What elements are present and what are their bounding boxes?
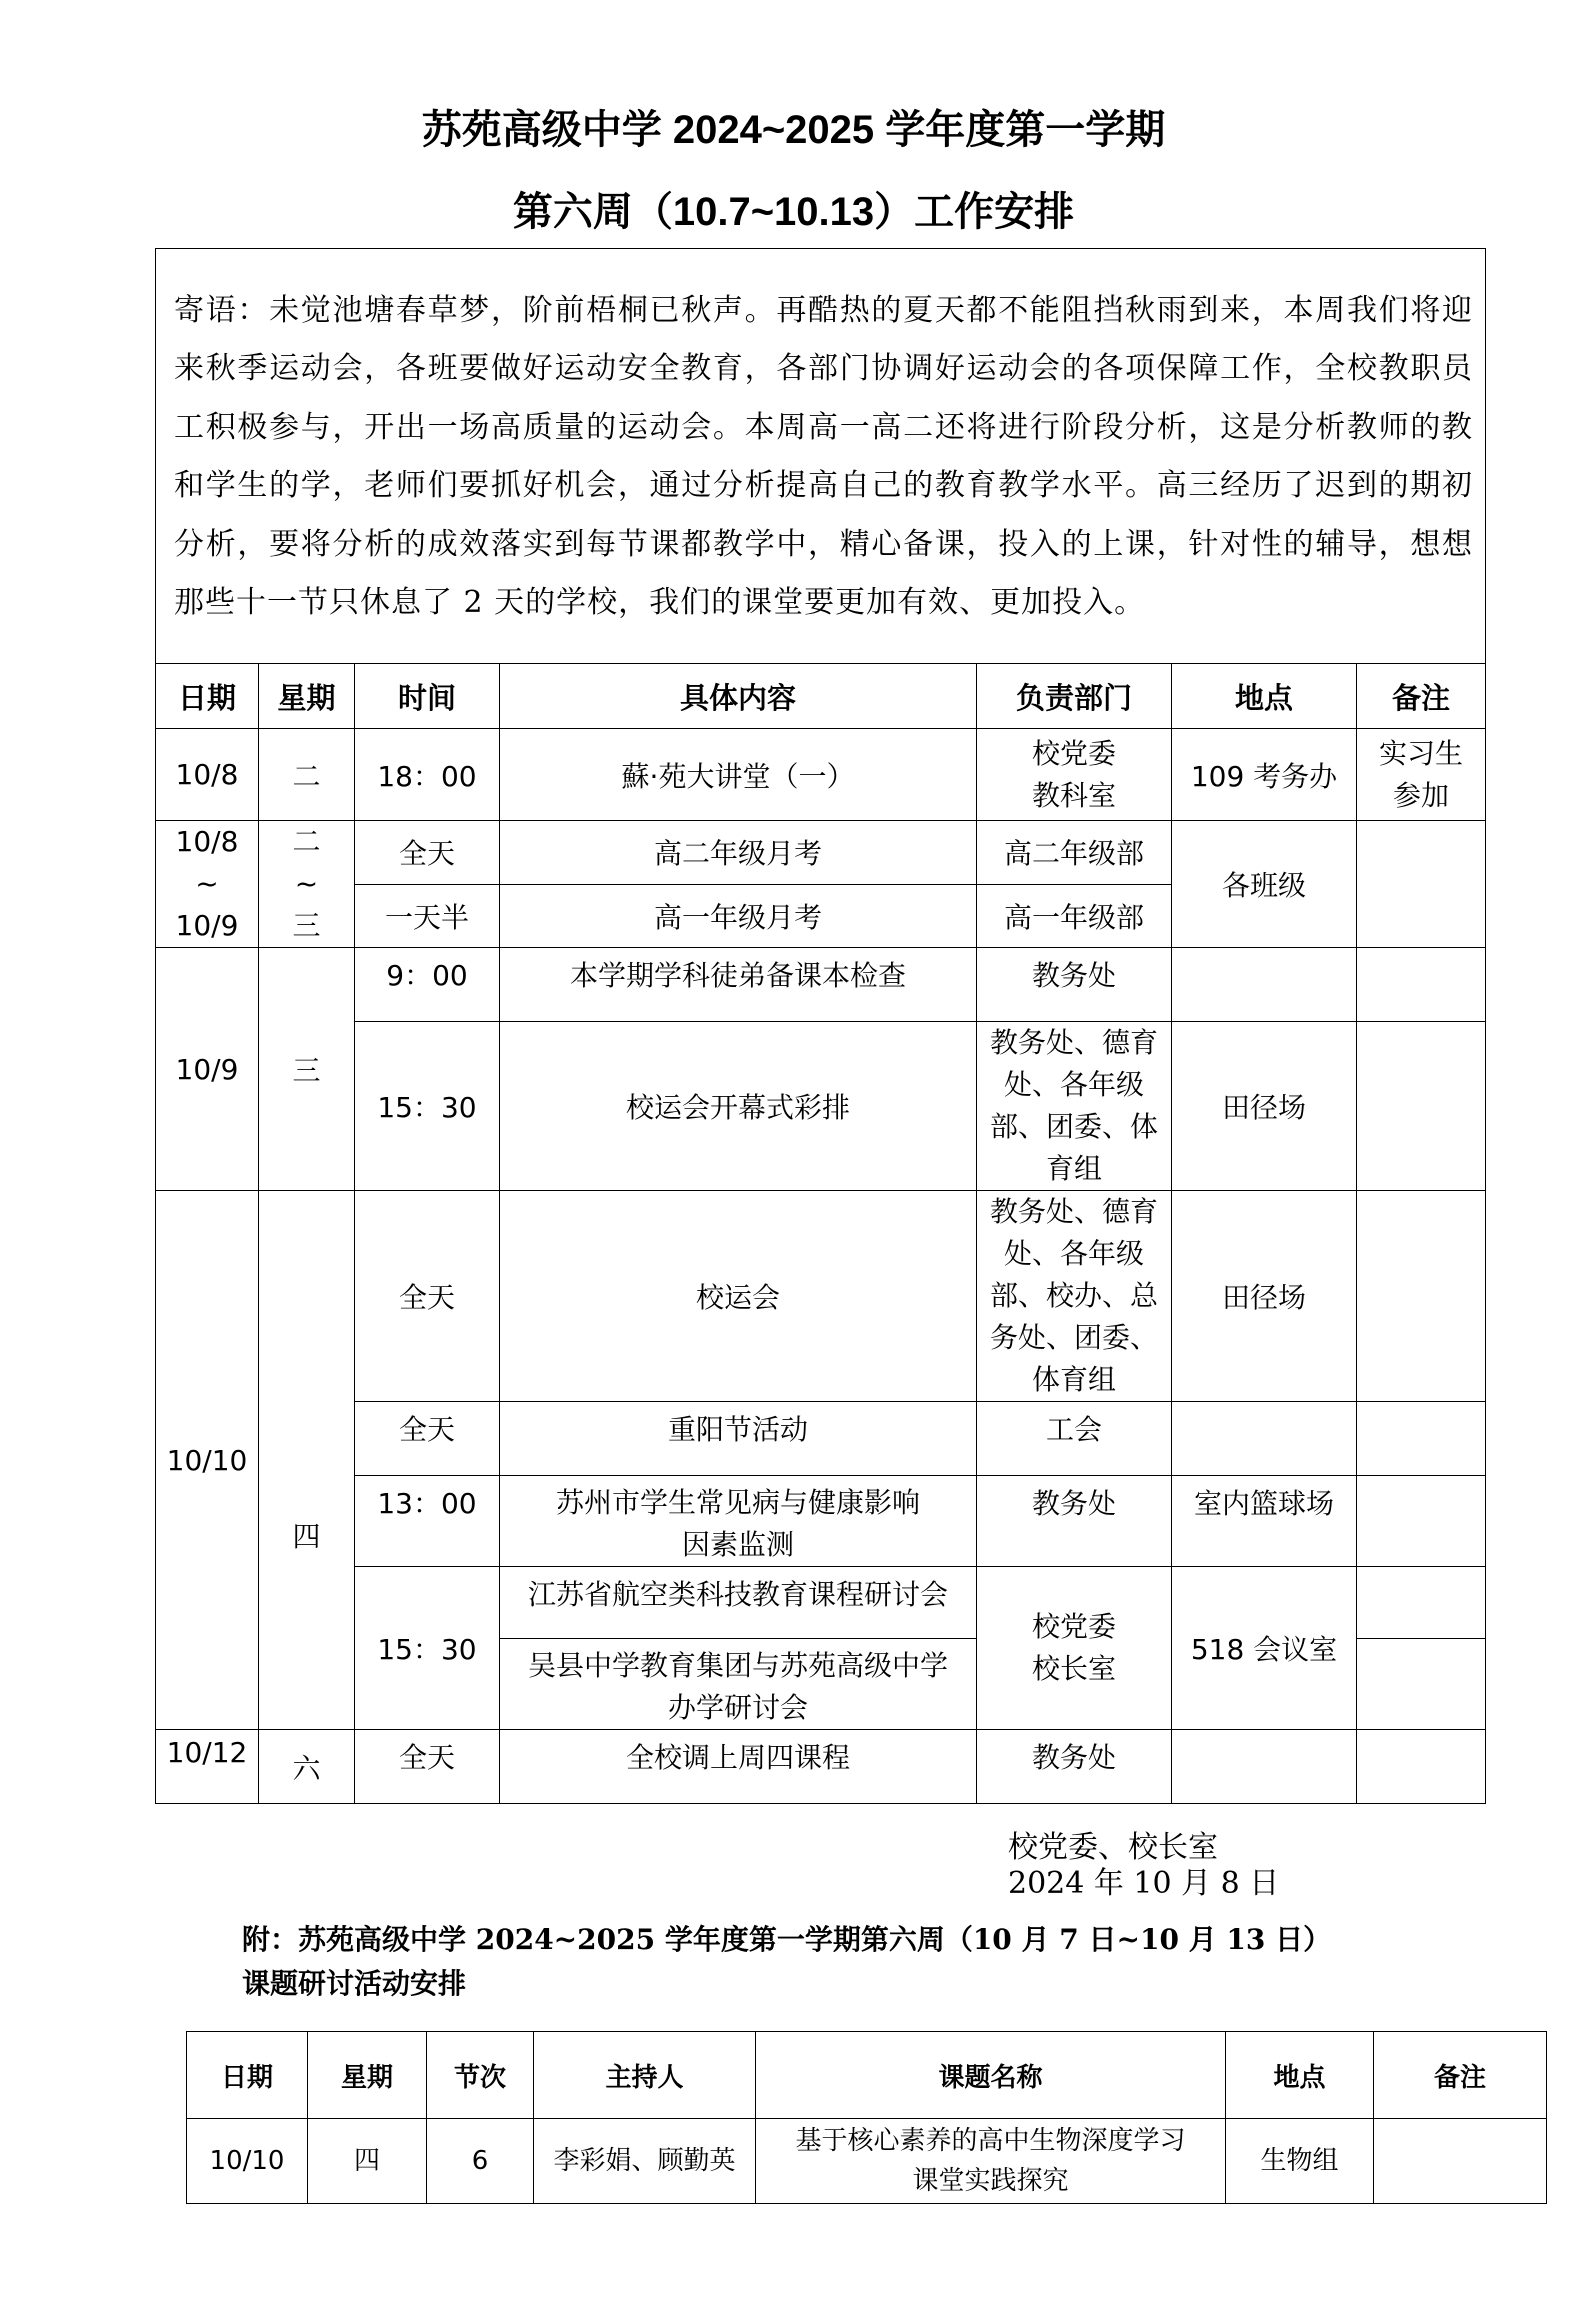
- cell-content: 本学期学科徒弟备课本检查: [500, 948, 977, 1022]
- annex-cell-period: 6: [427, 2119, 534, 2204]
- document-subtitle: 第六周（10.7~10.13）工作安排: [512, 190, 1075, 234]
- dept-line: 校党委: [1031, 736, 1116, 770]
- cell-time: 一天半: [355, 884, 500, 948]
- cell-time: 18：00: [355, 729, 500, 821]
- table-row: [156, 1567, 1486, 1639]
- cell-content: [500, 1476, 977, 1567]
- schedule-table: [155, 248, 1486, 1804]
- cell-note: [1357, 948, 1486, 1022]
- cell-note: [1357, 1730, 1486, 1804]
- cell-note: [1357, 1402, 1486, 1476]
- weekday-line: 二: [292, 825, 321, 858]
- annex-cell-topic: [756, 2119, 1226, 2204]
- header-weekday: 星期: [259, 664, 355, 729]
- cell-place: 109 考务办: [1172, 729, 1357, 821]
- cell-date: 10/9: [156, 948, 259, 1191]
- cell-content: [500, 1639, 977, 1730]
- annex-cell-note: [1374, 2119, 1547, 2204]
- dept-line: 务处、团委、: [989, 1321, 1158, 1354]
- annex-header-host: 主持人: [534, 2032, 756, 2119]
- content-line: 办学研讨会: [667, 1691, 808, 1724]
- note-line: 参加: [1393, 778, 1450, 812]
- cell-time: 15：30: [355, 1567, 500, 1730]
- cell-weekday: 二: [259, 729, 355, 821]
- annex-header-row: [187, 2032, 1547, 2119]
- cell-dept: 教务处: [977, 1476, 1172, 1567]
- cell-time: 全天: [355, 821, 500, 885]
- annex-cell-weekday: 四: [308, 2119, 427, 2204]
- table-row: [156, 948, 1486, 1022]
- header-content: 具体内容: [500, 664, 977, 729]
- cell-time: 全天: [355, 1402, 500, 1476]
- date-line: ~: [195, 867, 219, 900]
- dept-line: 处、各年级: [1003, 1068, 1144, 1101]
- dept-line: 育组: [1045, 1152, 1102, 1185]
- cell-content: 蘇·苑大讲堂（一）: [500, 729, 977, 821]
- table-header-row: [156, 664, 1486, 729]
- header-note: 备注: [1357, 664, 1486, 729]
- cell-note: [1357, 1567, 1486, 1639]
- cell-dept: 高一年级部: [977, 884, 1172, 948]
- annex-header-period: 节次: [427, 2032, 534, 2119]
- table-row: [156, 1191, 1486, 1402]
- cell-weekday: 三: [259, 948, 355, 1191]
- table-row: [156, 729, 1486, 821]
- topic-line: 基于核心素养的高中生物深度学习: [795, 2126, 1186, 2156]
- cell-note: [1357, 1476, 1486, 1567]
- cell-dept: 工会: [977, 1402, 1172, 1476]
- cell-note: [1357, 1022, 1486, 1191]
- dept-line: 校党委: [1031, 1610, 1116, 1643]
- annex-header-date: 日期: [187, 2032, 308, 2119]
- cell-place: [1172, 948, 1357, 1022]
- cell-place: 室内篮球场: [1172, 1476, 1357, 1567]
- cell-date: 10/10: [156, 1191, 259, 1730]
- cell-note: [1357, 821, 1486, 948]
- cell-time: 13：00: [355, 1476, 500, 1567]
- cell-date: 10/8: [156, 729, 259, 821]
- cell-time: 9：00: [355, 948, 500, 1022]
- cell-note: [1357, 1191, 1486, 1402]
- cell-place: 518 会议室: [1172, 1567, 1357, 1730]
- dept-line: 教务处、德育: [989, 1195, 1158, 1228]
- cell-date: [156, 821, 259, 948]
- cell-note: [1357, 729, 1486, 821]
- table-row: [156, 1730, 1486, 1804]
- cell-weekday: [259, 821, 355, 948]
- header-dept: 负责部门: [977, 664, 1172, 729]
- annex-row: [187, 2119, 1547, 2204]
- cell-time: 全天: [355, 1730, 500, 1804]
- annex-table: [186, 2031, 1547, 2204]
- cell-time: 全天: [355, 1191, 500, 1402]
- cell-weekday: 四: [259, 1191, 355, 1730]
- cell-dept: 高二年级部: [977, 821, 1172, 885]
- header-place: 地点: [1172, 664, 1357, 729]
- table-row: [156, 1022, 1486, 1191]
- cell-dept: [977, 1567, 1172, 1730]
- dept-line: 处、各年级: [1003, 1237, 1144, 1270]
- dept-line: 体育组: [1031, 1363, 1116, 1396]
- cell-place: 各班级: [1172, 821, 1357, 948]
- table-row: [156, 1402, 1486, 1476]
- annex-cell-place: 生物组: [1226, 2119, 1374, 2204]
- cell-content: 全校调上周四课程: [500, 1730, 977, 1804]
- signature-date: 2024 年 10 月 8 日: [1008, 1866, 1280, 1901]
- cell-date: 10/12: [156, 1730, 259, 1804]
- document-title: 苏苑高级中学 2024~2025 学年度第一学期: [421, 108, 1166, 152]
- signature-org: 校党委、校长室: [1008, 1830, 1218, 1865]
- annex-header-topic: 课题名称: [756, 2032, 1226, 2119]
- dept-line: 部、校办、总: [989, 1279, 1158, 1312]
- annex-cell-host: 李彩娟、顾勤英: [534, 2119, 756, 2204]
- table-row: [156, 1476, 1486, 1567]
- cell-place: 田径场: [1172, 1191, 1357, 1402]
- cell-dept: [977, 1022, 1172, 1191]
- content-line: 因素监测: [681, 1528, 794, 1561]
- date-line: 10/8: [175, 825, 239, 858]
- cell-content: 高二年级月考: [500, 821, 977, 885]
- annex-header-note: 备注: [1374, 2032, 1547, 2119]
- annex-title: 附：苏苑高级中学 2024~2025 学年度第一学期第六周（10 月 7 日~10 月 13 日）: [242, 1923, 1332, 1956]
- cell-time: 15：30: [355, 1022, 500, 1191]
- cell-content: 校运会开幕式彩排: [500, 1022, 977, 1191]
- cell-content: 高一年级月考: [500, 884, 977, 948]
- dept-line: 教科室: [1031, 778, 1116, 812]
- cell-place: 田径场: [1172, 1022, 1357, 1191]
- weekday-line: 三: [292, 909, 321, 942]
- annex-cell-date: 10/10: [187, 2119, 308, 2204]
- annex-subtitle: 课题研讨活动安排: [242, 1967, 467, 2000]
- table-row: [156, 821, 1486, 885]
- dept-line: 教务处、德育: [989, 1026, 1158, 1059]
- cell-note: [1357, 1639, 1486, 1730]
- cell-weekday: 六: [259, 1730, 355, 1804]
- dept-line: 部、团委、体: [989, 1110, 1158, 1143]
- cell-dept: 教务处: [977, 1730, 1172, 1804]
- intro-row: [156, 249, 1486, 664]
- content-line: 苏州市学生常见病与健康影响: [555, 1486, 920, 1519]
- dept-line: 校长室: [1031, 1652, 1116, 1685]
- cell-dept: 教务处: [977, 948, 1172, 1022]
- annex-header-weekday: 星期: [308, 2032, 427, 2119]
- cell-content: 江苏省航空类科技教育课程研讨会: [500, 1567, 977, 1639]
- cell-content: 校运会: [500, 1191, 977, 1402]
- cell-dept: [977, 1191, 1172, 1402]
- cell-content: 重阳节活动: [500, 1402, 977, 1476]
- header-time: 时间: [355, 664, 500, 729]
- date-line: 10/9: [175, 909, 239, 942]
- header-date: 日期: [156, 664, 259, 729]
- note-line: 实习生: [1379, 736, 1464, 770]
- cell-dept: [977, 729, 1172, 821]
- annex-header-place: 地点: [1226, 2032, 1374, 2119]
- cell-place: [1172, 1402, 1357, 1476]
- cell-place: [1172, 1730, 1357, 1804]
- weekday-line: ~: [294, 867, 319, 900]
- topic-line: 课堂实践探究: [912, 2166, 1069, 2196]
- intro-text: 寄语：未觉池塘春草梦，阶前梧桐已秋声。再酷热的夏天都不能阻挡秋雨到来，本周我们将迎来秋季运动会，各班要做好运动安全教育，各部门协调好运动会的各项保障工作，全校教职员工积极参与，开出一场高质量的运动会。本周高一高二还将进行阶段分析，这是分析教师的教和学生的学，老师们要抓好机会，通过分析提高自己的教育教学水平。高三经历了迟到的期初分析，要将分析的成效落实到每节课都教学中，精心备课，投入的上课，针对性的辅导，想想那些十一节只休息了 2 天的学校，我们的课堂要更加有效、更加投入。: [156, 249, 1486, 664]
- content-line: 吴县中学教育集团与苏苑高级中学: [527, 1649, 948, 1682]
